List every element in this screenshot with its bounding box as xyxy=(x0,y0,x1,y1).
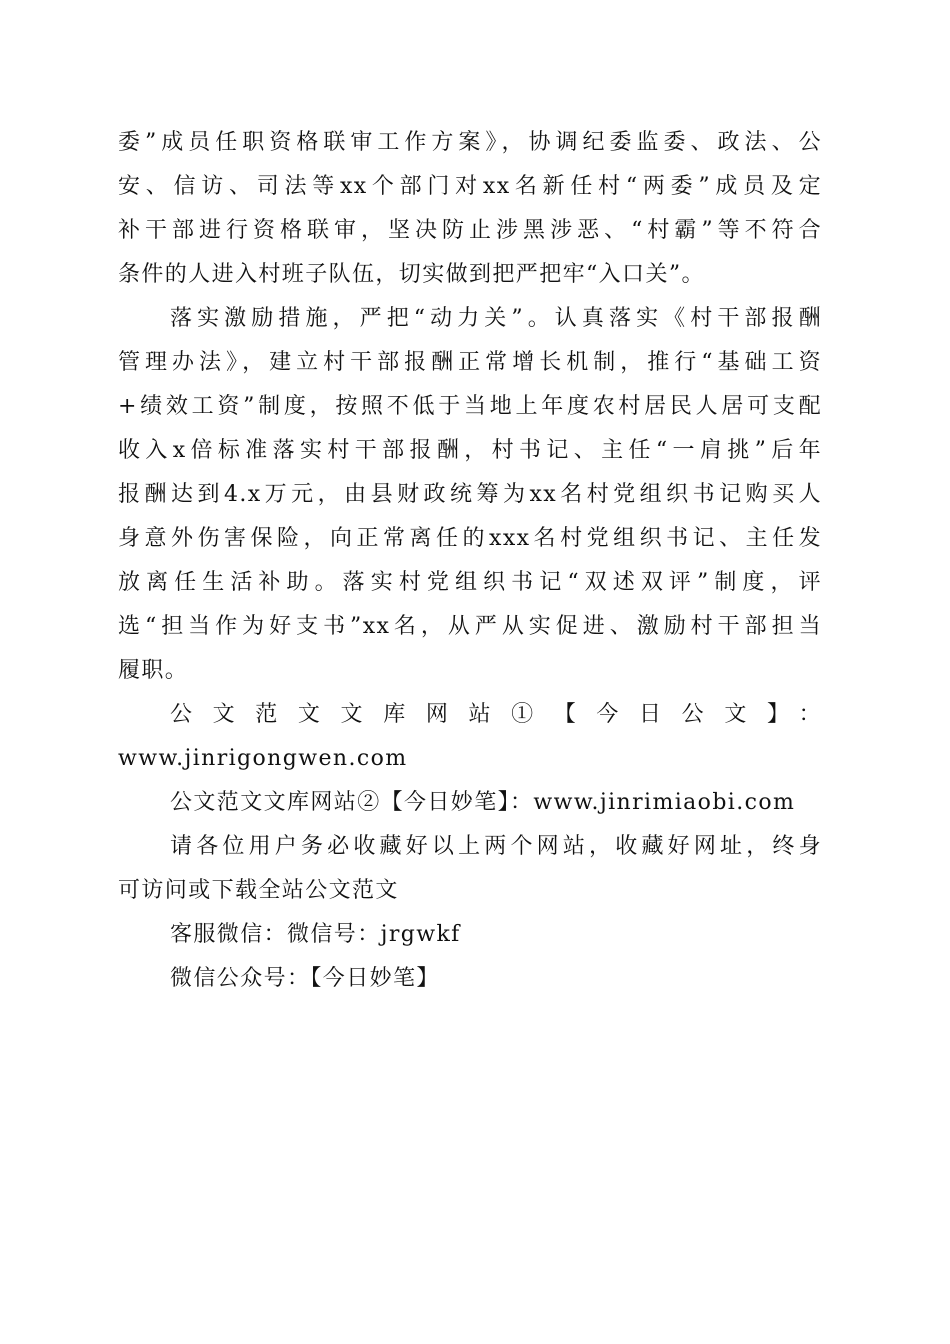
official-account-line: 微信公众号：【今日妙笔】 xyxy=(170,966,440,991)
paragraph-line: 补干部进行资格联审，坚决防止涉黑涉恶、“村霸”等不符合 xyxy=(118,218,822,243)
paragraph-line: 落实激励措施，严把“动力关”。认真落实《村干部报酬 xyxy=(170,306,822,331)
site1-url-link[interactable]: www.jinrigongwen.com xyxy=(118,746,408,771)
paragraph-line: 选“担当作为好支书”xx名，从严从实促进、激励村干部担当 xyxy=(118,614,822,639)
footer-notice xyxy=(118,693,822,1001)
paragraph-line: 条件的人进入村班子队伍，切实做到把严把牢“入口关”。 xyxy=(118,262,705,287)
paragraph-line: 履职。 xyxy=(118,658,189,683)
paragraph-line: +绩效工资”制度，按照不低于当地上年度农村居民人居可支配 xyxy=(118,394,822,419)
paragraph-line: 放离任生活补助。落实村党组织书记“双述双评”制度，评 xyxy=(118,570,822,595)
notice-line: 可访问或下载全站公文范文 xyxy=(118,878,399,903)
site1-label: 公文范文文库网站①【今日公文】： xyxy=(170,702,822,727)
paragraph-qualification-review xyxy=(118,121,822,297)
paragraph-incentive-measures xyxy=(118,297,822,693)
paragraph-line: 委”成员任职资格联审工作方案》，协调纪委监委、政法、公 xyxy=(118,130,822,155)
paragraph-line: 安、信访、司法等xx个部门对xx名新任村“两委”成员及定 xyxy=(118,174,822,199)
document-body xyxy=(118,121,822,1001)
site2-line[interactable]: 公文范文文库网站②【今日妙笔】：www.jinrimiaobi.com xyxy=(170,790,796,815)
paragraph-line: 管理办法》，建立村干部报酬正常增长机制，推行“基础工资 xyxy=(118,350,822,375)
paragraph-line: 收入x倍标准落实村干部报酬，村书记、主任“一肩挑”后年 xyxy=(118,438,822,463)
wechat-line: 客服微信：微信号：jrgwkf xyxy=(170,922,461,947)
paragraph-line: 身意外伤害保险，向正常离任的xxx名村党组织书记、主任发 xyxy=(118,526,822,551)
notice-line: 请各位用户务必收藏好以上两个网站，收藏好网址，终身 xyxy=(170,834,822,859)
paragraph-line: 报酬达到4.x万元，由县财政统筹为xx名村党组织书记购买人 xyxy=(118,482,822,507)
